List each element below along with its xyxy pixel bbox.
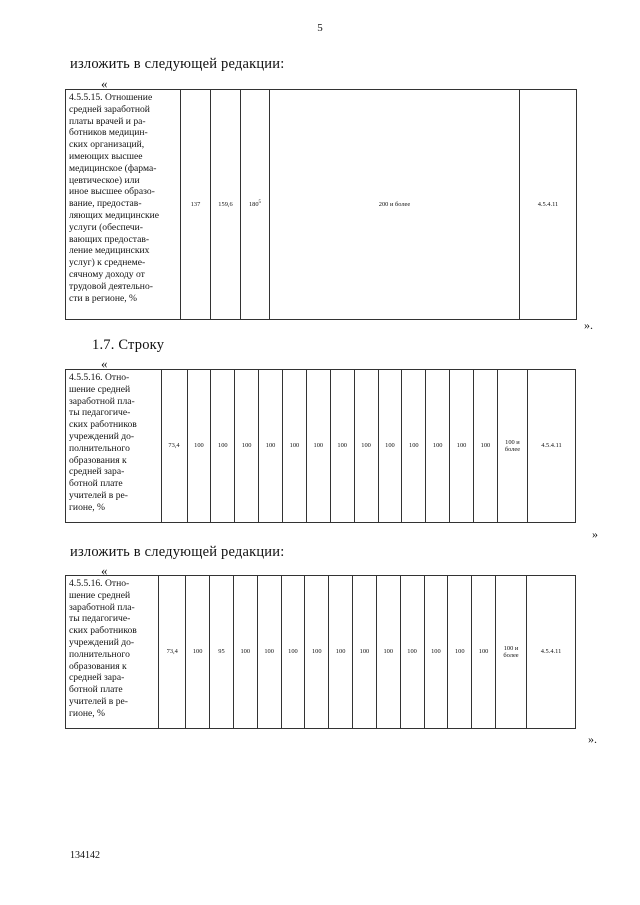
value-cell: 100: [402, 370, 426, 523]
quote-open-1: «: [101, 76, 108, 91]
value-cell: 100: [378, 370, 402, 523]
document-code: 134142: [70, 850, 100, 861]
target-value: 200 и более: [270, 90, 520, 320]
value-cell: 100: [474, 370, 498, 523]
value-cell: 137: [181, 90, 211, 320]
target-value: 100 и более: [495, 576, 526, 729]
value-cell: [241, 90, 270, 320]
quote-open-3: «: [101, 563, 108, 578]
value-cell: 100: [187, 370, 211, 523]
value-cell: 100: [186, 576, 210, 729]
value-cell: 100: [257, 576, 281, 729]
value-cell: 95: [210, 576, 234, 729]
table-row-4-5-5-15: [65, 89, 577, 320]
table-row-4-5-5-16-old: [65, 369, 576, 523]
value-cell: 100: [448, 576, 472, 729]
value-cell: 100: [305, 576, 329, 729]
value-cell: 100: [353, 576, 377, 729]
value-cell: 100: [329, 576, 353, 729]
value-cell: 100: [211, 370, 235, 523]
reference-code: 4.5.4.11: [520, 90, 577, 320]
quote-close-2: »: [592, 527, 598, 541]
page-number: 5: [317, 22, 323, 34]
table-row-4-5-5-16-new: [65, 575, 576, 729]
value-text: 180: [248, 200, 259, 208]
value-cell: 73,4: [159, 576, 186, 729]
value-cell: 100: [306, 370, 330, 523]
value-cell: 73,4: [161, 370, 187, 523]
quote-close-1: ».: [584, 318, 593, 332]
value-cell: 100: [330, 370, 354, 523]
value-cell: 159,6: [211, 90, 241, 320]
value-cell: 100: [281, 576, 305, 729]
value-cell: 100: [235, 370, 259, 523]
footnote-marker: 5: [258, 199, 262, 205]
value-cell: 100: [400, 576, 424, 729]
heading-row-1-7: 1.7. Строку: [92, 337, 165, 353]
indicator-name: 4.5.5.16. Отно- шение средней заработной пла- ты педагогиче- ских работников учреждений до- полнительного образования к средней зара- ботной плате учителей в ре- гионе, %: [66, 370, 162, 523]
reference-code: 4.5.4.11: [527, 370, 575, 523]
value-cell: 100: [424, 576, 448, 729]
quote-close-3: ».: [588, 732, 597, 746]
value-cell: 100: [426, 370, 450, 523]
value-cell: 100: [450, 370, 474, 523]
value-cell: 100: [376, 576, 400, 729]
value-cell: 100: [259, 370, 283, 523]
value-cell: 100: [354, 370, 378, 523]
reference-code: 4.5.4.11: [527, 576, 576, 729]
target-value: 100 и более: [497, 370, 527, 523]
value-cell: 100: [233, 576, 257, 729]
heading-new-edition-1: изложить в следующей редакции:: [70, 56, 285, 72]
value-cell: 100: [472, 576, 496, 729]
indicator-name: 4.5.5.15. Отношение средней заработной платы врачей и ра- ботников медицин- ских организаций, имеющих высшее медицинское (фарма- цевтическое) или иное высшее образо- вание, предостав- ляющих медицинские услуги (обеспечи- вающих предостав- ление медицинских услуг) к среднеме- сячному доходу от трудовой деятельно- сти в регионе, %: [66, 90, 181, 320]
indicator-name: 4.5.5.16. Отно- шение средней заработной пла- ты педагогиче- ских работников учреждений до- полнительного образования к средней зара- ботной плате учителей в ре- гионе, %: [66, 576, 159, 729]
heading-new-edition-2: изложить в следующей редакции:: [70, 544, 285, 560]
value-cell: 100: [283, 370, 307, 523]
quote-open-2: «: [101, 356, 108, 371]
